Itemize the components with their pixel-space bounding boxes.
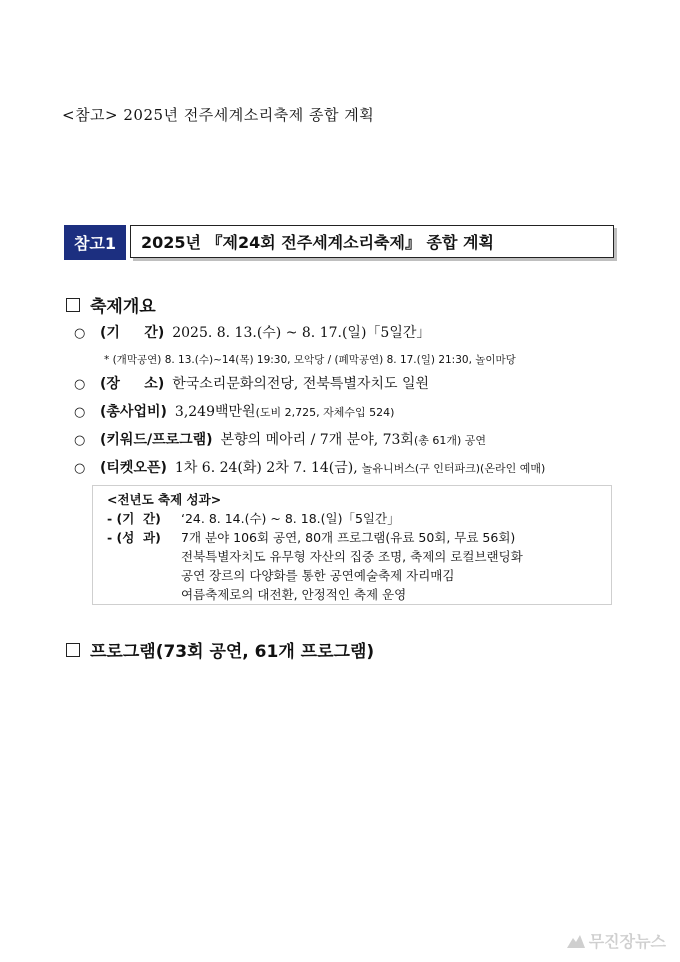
section-overview-heading [66,292,156,317]
item-value: 3,249백만원 [174,404,256,420]
circle-bullet-icon: ○ [74,377,86,392]
circle-bullet-icon: ○ [74,405,86,420]
overview-item-keyword [74,429,486,449]
item-detail: (도비 2,725, 자체수입 524) [255,406,395,419]
item-value: 한국소리문화의전당, 전북특별자치도 일원 [172,376,430,392]
period-label: - (기 간) [107,511,161,526]
result-line: 7개 분야 106회 공연, 80개 프로그램(유료 50회, 무료 56회) [181,530,516,545]
box-heading: <전년도 축제 성과> [107,492,222,507]
item-label: (키워드/프로그램) [100,432,213,448]
item-label: (티켓오픈) [100,460,167,476]
circle-bullet-icon: ○ [74,461,86,476]
overview-item-period [74,322,430,342]
result-line: 공연 장르의 다양화를 통한 공연예술축제 자리매김 [181,568,455,583]
result-label: - (성 과) [107,530,161,545]
opening-closing-note: * (개막공연) 8. 13.(수)~14(목) 19:30, 모악당 / (폐막공연) 8. 17.(일) 21:30, 놀이마당 [104,354,516,366]
item-detail: 놀유니버스(구 인터파크)(온라인 예매) [361,462,546,475]
watermark-logo [567,929,666,952]
period-value: ‘24. 8. 14.(수) ~ 8. 18.(일)「5일간」 [181,511,400,526]
title-banner [64,225,614,260]
item-label: (총사업비) [100,404,167,420]
overview-item-venue [74,373,429,393]
result-line: 전북특별자치도 유무형 자산의 집중 조명, 축제의 로컬브랜딩화 [181,549,523,564]
item-value: 2025. 8. 13.(수) ~ 8. 17.(일)「5일간」 [172,325,431,341]
item-value: 본향의 메아리 / 7개 분야, 73회 [220,432,414,448]
reference-heading: <참고> 2025년 전주세계소리축제 종합 계획 [62,106,375,124]
item-label: (기 간) [100,325,165,341]
overview-item-budget [74,401,394,421]
overview-item-ticket [74,457,545,477]
title-text: 2025년 『제24회 전주세계소리축제』 종합 계획 [130,225,614,258]
watermark-text: 무진장뉴스 [588,932,666,951]
circle-bullet-icon: ○ [74,433,86,448]
title-tag: 참고1 [64,225,126,260]
square-bullet-icon [66,298,80,312]
item-value: 1차 6. 24(화) 2차 7. 14(금), [174,460,358,476]
square-bullet-icon [66,643,80,657]
item-label: (장 소) [100,376,165,392]
item-detail: (총 61개) 공연 [413,434,487,447]
circle-bullet-icon: ○ [74,326,86,341]
section-program-title: 프로그램(73회 공연, 61개 프로그램) [90,642,375,662]
previous-year-box [92,485,612,605]
section-program-heading [66,637,374,662]
section-overview-title: 축제개요 [90,297,156,317]
mountain-icon [567,934,585,948]
result-line: 여름축제로의 대전환, 안정적인 축제 운영 [181,587,407,602]
